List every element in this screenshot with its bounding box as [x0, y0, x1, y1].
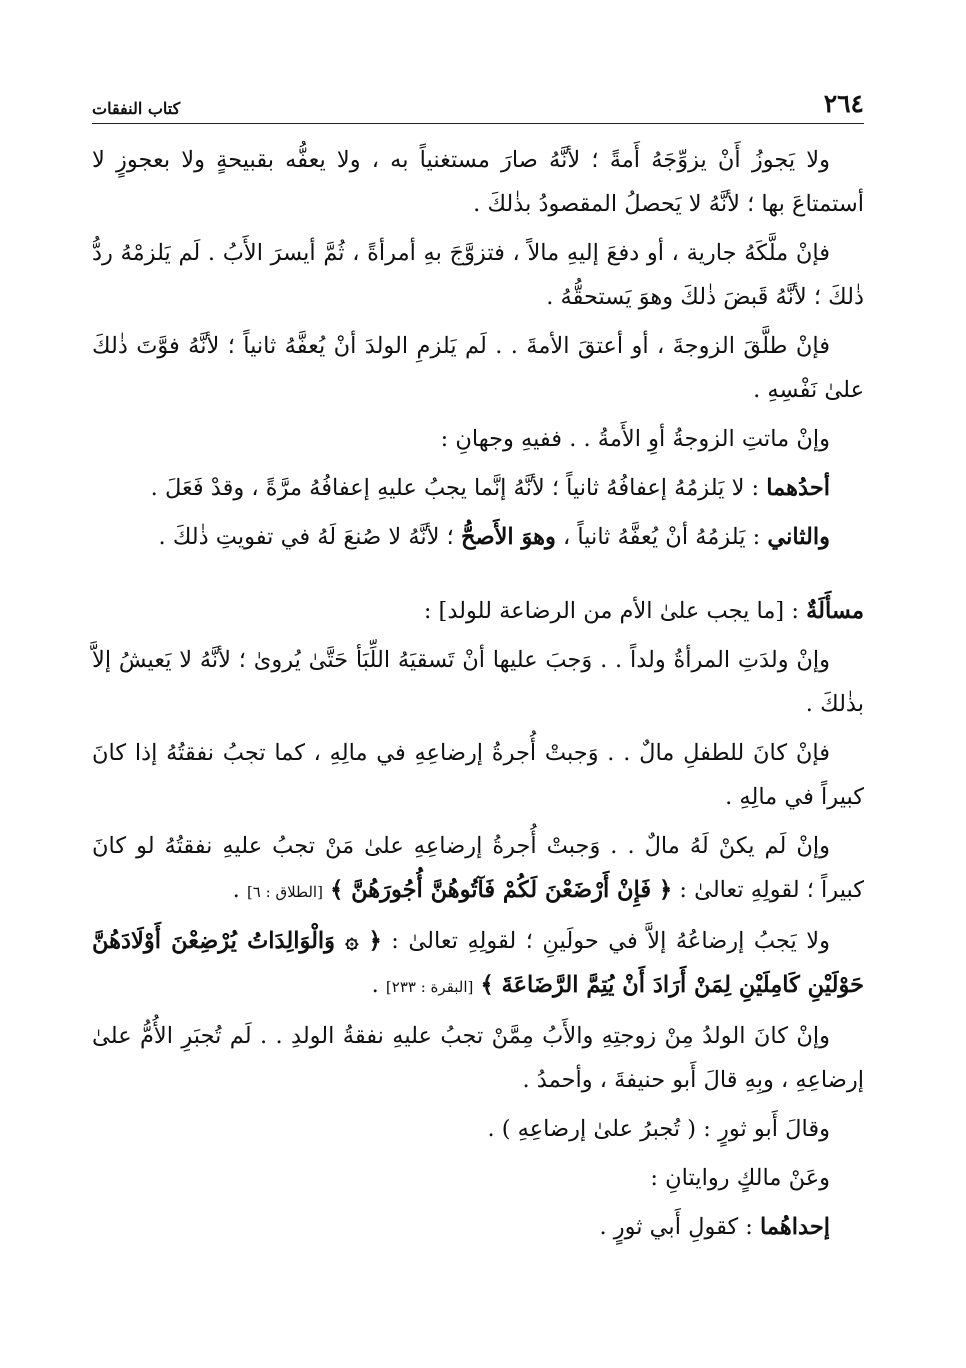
quran-verse: ﴿ فَإِنْ أَرْضَعْنَ لَكُمْ فَآتُوهُنَّ أُجُورَهُنَّ ﴾ — [330, 877, 673, 903]
paragraph: وعَنْ مالكٍ روايتانِ : — [650, 1165, 830, 1191]
page-body — [92, 138, 864, 1249]
paragraph: وقالَ أَبو ثورٍ : ( تُجبرُ علىٰ إرضاعِهِ ) . — [487, 1116, 830, 1142]
paragraph: إحداهُما : كقولِ أَبي ثورٍ . — [599, 1214, 830, 1240]
paragraph: فإنْ ملَّكَهُ جارية ، أو دفعَ إليهِ مالاً ، فتزوَّجَ بهِ أمرأةً ، ثُمَّ أيسرَ الأَبُ . لَم يَلزمْهُ ردُّ ذٰلكَ ؛ لأنَّهُ قَبضَ ذٰلكَ وهوَ يَستحقُّهُ . — [92, 240, 864, 310]
paragraph: والثاني : يَلزمُهُ أنْ يُعفَّهُ ثانياً ، وهوَ الأَصحُّ ؛ لأنَّهُ لا صُنعَ لَهُ في تفويتِ ذٰلكَ . — [158, 524, 830, 550]
header-rule — [92, 123, 864, 124]
paragraph: وإنْ ولدَتِ المرأةُ ولداً . . وَجبَ عليها أنْ تَسقيَهُ اللِّبَأ حَتَّىٰ يُروىٰ ؛ لأنَّهُ لا يَعيشُ إلاَّ بذٰلكَ . — [92, 647, 864, 717]
paragraph: ولا يَجبُ إرضاعُهُ إلاَّ في حولَينِ ؛ لقولِهِ تعالىٰ : ﴿ ۞ وَالْوَالِدَاتُ يُرْضِعْنَ أَوْلَادَهُنَّ حَوْلَيْنِ كَامِلَيْنِ لِمَنْ أَرَادَ أَنْ يُتِمَّ الرَّضَاعَةَ ﴾ [البقرة : ٢٣٣] . — [92, 928, 864, 998]
paragraph: ولا يَجوزُ أَنْ يزوِّجَهُ أَمةً ؛ لأنَّهُ صارَ مستغنياً به ، ولا يعفُّه بقبيحةٍ ولا بعجوزٍ لا أستمتاعَ بها ؛ لأنَّهُ لا يَحصلُ المقصودُ بذٰلكَ . — [92, 147, 864, 217]
paragraph: وإنْ ماتتِ الزوجةُ أوِ الأَمةُ . . ففيهِ وجهانِ : — [440, 426, 830, 452]
issue-heading: مسأَلَةٌ : [ما يجب علىٰ الأم من الرضاعة للولد] : — [423, 598, 864, 624]
paragraph: وإنْ كانَ الولدُ مِنْ زوجتِهِ والأَبُ مِمَّنْ تجبُ عليهِ نفقةُ الولدِ . . لَم تُجبَرِ الأُمُّ علىٰ إرضاعِهِ ، وبِهِ قالَ أَبو حنيفةَ ، وأحمدُ . — [92, 1023, 864, 1093]
paragraph: وإنْ لَم يكنْ لَهُ مالٌ . . وَجبتْ أُجرةُ إرضاعِهِ علىٰ مَنْ تجبُ عليهِ نفقتُهُ لو كانَ كبيراً ؛ لقولِهِ تعالىٰ : ﴿ فَإِنْ أَرْضَعْنَ لَكُمْ فَآتُوهُنَّ أُجُورَهُنَّ ﴾ [الطلاق : ٦] . — [92, 833, 864, 903]
book-title: كتاب النفقات — [92, 99, 181, 118]
paragraph: فإنْ طلَّقَ الزوجةَ ، أو أعتقَ الأمةَ . . لَم يَلزمِ الولدَ أنْ يُعفَّهُ ثانياً ؛ لأنَّهُ فوَّتَ ذٰلكَ علىٰ نَفْسِهِ . — [92, 333, 864, 403]
verse-reference: [الطلاق : ٦] — [246, 883, 323, 901]
paragraph: أحدُهما : لا يَلزمُهُ إعفافُهُ ثانياً ؛ لأنَّهُ إنَّما يجبُ عليهِ إعفافُهُ مرَّةً ، وقدْ فَعَلَ . — [150, 475, 830, 501]
paragraph: فإنْ كانَ للطفلِ مالٌ . . وَجبتْ أُجرةُ إرضاعِهِ في مالِهِ ، كما تجبُ نفقتُهُ إذا كانَ كبيراً في مالِهِ . — [92, 740, 864, 810]
page-header — [92, 86, 864, 118]
page-number: ٢٦٤ — [823, 89, 864, 118]
quran-verse: ﴿ ۞ وَالْوَالِدَاتُ يُرْضِعْنَ أَوْلَادَهُنَّ حَوْلَيْنِ كَامِلَيْنِ لِمَنْ أَرَادَ أَنْ يُتِمَّ الرَّضَاعَةَ ﴾ — [92, 928, 864, 998]
verse-reference: [البقرة : ٢٣٣] — [385, 978, 474, 996]
